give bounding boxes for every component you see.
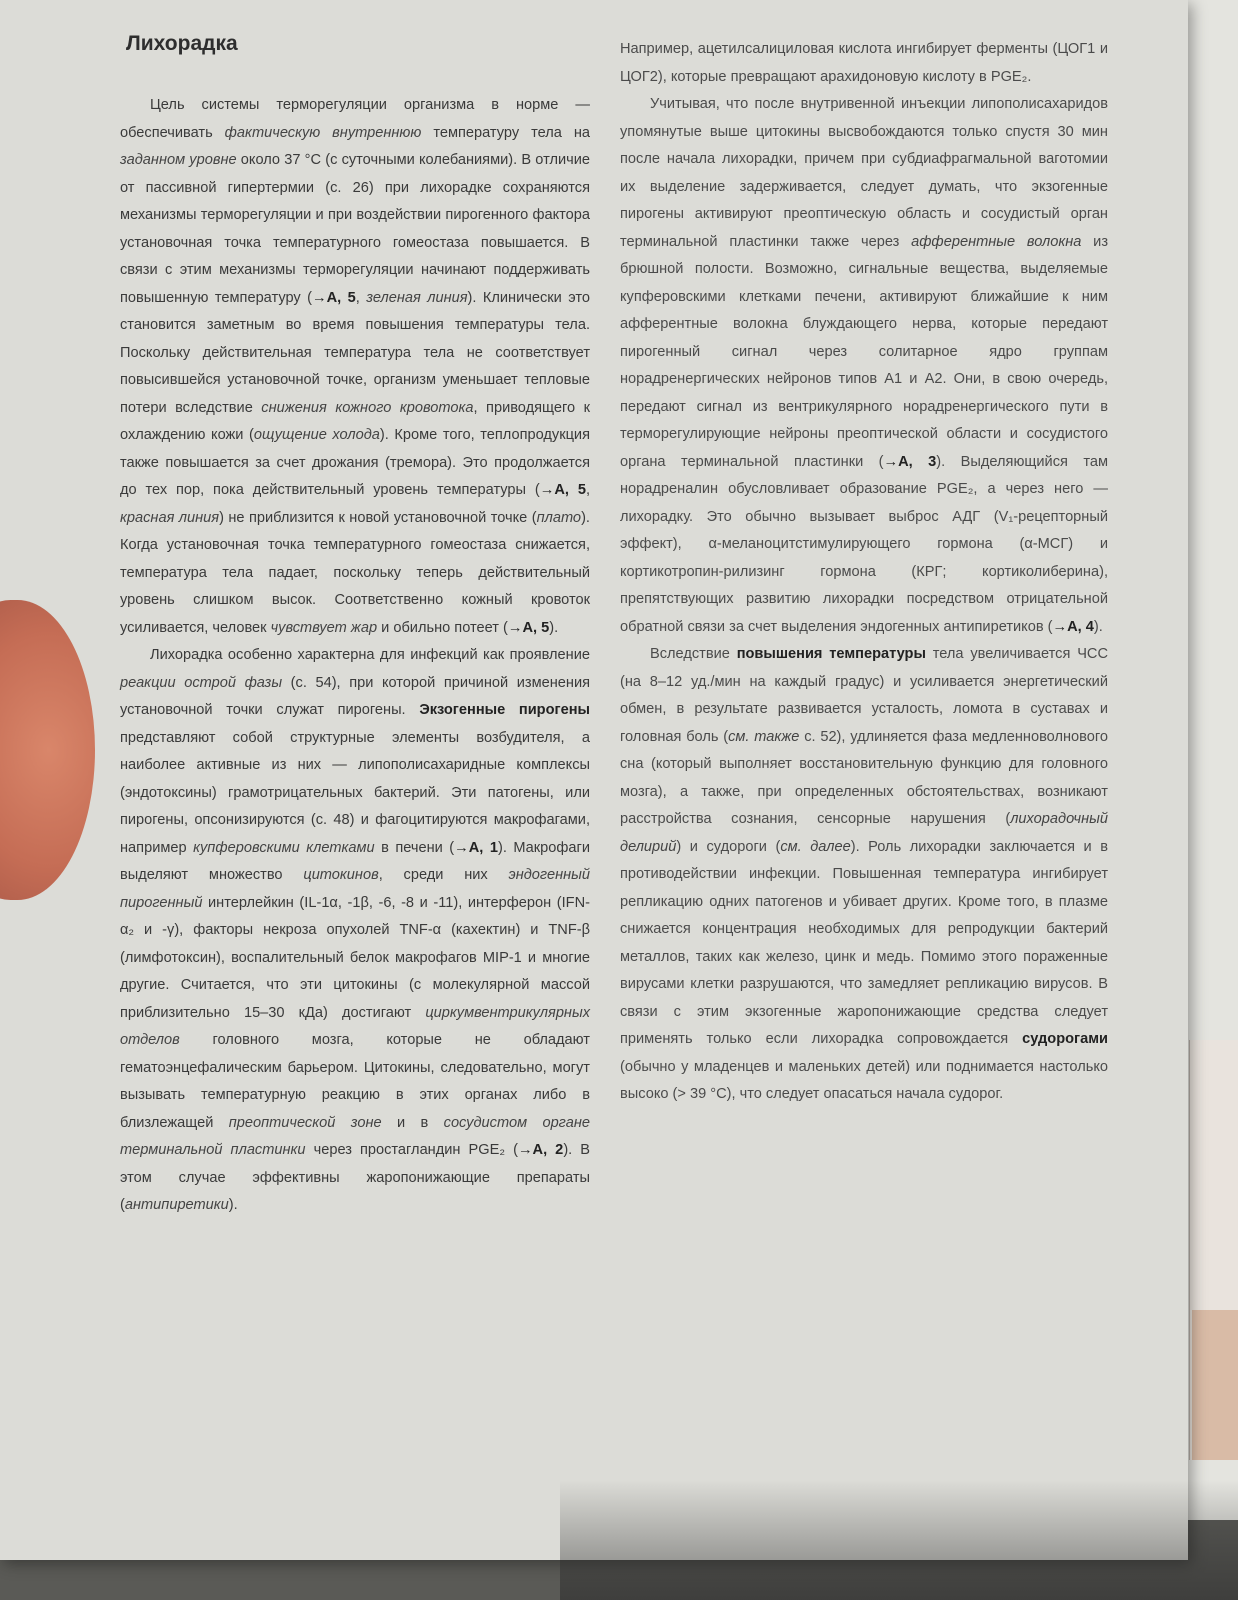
italic-text: циркумвентрикулярных отделов: [120, 1004, 590, 1048]
text-run: ). Когда установочная точка температурного гомеостаза снижается, температура тела падает, поскольку теперь действительный уровень слишком высок. Соответственно кожный кровоток усиливается, человек: [120, 509, 590, 636]
bold-text: Экзогенные пирогены: [419, 702, 590, 718]
italic-text: преоптической зоне: [228, 1114, 382, 1131]
left-column: [120, 92, 590, 1220]
italic-text: красная линия: [120, 509, 220, 526]
italic-text: реакции острой фазы: [120, 674, 283, 691]
text-run: ) не приблизится к новой установочной точке (: [219, 509, 537, 526]
italic-text: плато: [536, 509, 582, 526]
adjacent-figure-tint: [1192, 1310, 1238, 1460]
text-run: (обычно у младенцев и маленьких детей) или поднимается настолько высоко (> 39 °C), что следует опасаться начала судорог.: [620, 1058, 1108, 1102]
page-shadow: [560, 1480, 1238, 1600]
italic-text: эндогенный пирогенный: [120, 867, 590, 911]
italic-text: ощущение холода: [253, 427, 380, 443]
paragraph: [620, 91, 1108, 641]
text-run: ).: [549, 619, 559, 636]
text-run: Лихорадка особенно характерна для инфекций как проявление: [150, 647, 590, 663]
bold-text: →A, 3: [883, 453, 937, 470]
text-run: ,: [585, 482, 590, 498]
text-run: Учитывая, что после внутривенной инъекции липополисахаридов упомянутые выше цитокины высвобождаются только спустя 30 мин после начала лихорадки, причем при субдиафрагмальной ваготомии их выделение задерживается, следует думать, что экзогенные пирогены активируют преоптическую область и сосудистый орган терминальной пластинки также через: [620, 96, 1108, 250]
paragraph: [120, 642, 590, 1220]
text-run: около 37 °C (с суточными колебаниями). В отличие от пассивной гипертермии (с. 26) при лихорадке сохраняются механизмы терморегуляции и при воздействии пирогенного фактора установочная точка температурного гомеостаза повышается. В связи с этим механизмы терморегуляции начинают поддерживать повышенную температуру (: [120, 152, 590, 306]
text-run: ). Выделяющийся там норадреналин обусловливает образование PGE₂, а через него — лихорадку. Это обычно вызывает выброс АДГ (V₁-рецепторный эффект), α-меланоцитстимулирующего гормона (α-МСГ) и кортикотропин-рилизинг гормона (КРГ; кортиколиберина), препятствующих развитию лихорадки посредством отрицательной обратной связи за счет выделения эндогенных антипиретиков (: [620, 453, 1109, 635]
paragraph: [620, 641, 1108, 1109]
text-run: с. 52), удлиняется фаза медленноволнового сна (который выполняет восстановительную функцию для головного мозга), а также, при определенных обстоятельствах, возникают расстройства сознания, сенсорные нарушения (: [620, 728, 1108, 827]
paragraph: [120, 92, 590, 642]
italic-text: афферентные волокна: [911, 233, 1082, 250]
italic-text: зеленая линия: [366, 289, 468, 306]
text-run: и в: [381, 1114, 444, 1131]
italic-text: цитокинов: [303, 867, 379, 883]
bold-text: судорогами: [1022, 1031, 1108, 1047]
bold-text: →A, 4: [1052, 618, 1094, 635]
text-run: Вследствие: [650, 646, 737, 662]
text-run: ) и судороги (: [676, 838, 781, 855]
italic-text: лихорадочный делирий: [620, 811, 1108, 855]
adjacent-figure-edge: [1189, 1040, 1238, 1460]
text-run: Цель системы терморегуляции организма в норме — обеспечивать: [120, 97, 590, 141]
text-run: представляют собой структурные элементы возбудителя, а наиболее активные из них — липополисахаридные комплексы (эндотоксины) грамотрицательных бактерий. Эти патогены, или пирогены, опсонизируются (с. 48) и фагоцитируются макрофагами, например: [120, 729, 590, 856]
text-run: через простагландин PGE₂ (: [305, 1142, 518, 1158]
text-run: ). Кроме того, теплопродукция также повышается за счет дрожания (тремора). Это продолжается до тех пор, пока действительный уровень температуры (: [120, 427, 590, 498]
text-run: тела увеличивается ЧСС (на 8–12 уд./мин на каждый градус) и усиливается энергетический обмен, в результате развивается усталость, ломота в суставах и головная боль (: [620, 646, 1108, 745]
text-run: из брюшной полости. Возможно, сигнальные вещества, выделяемые купферовскими клетками печени, активируют ближайшие к ним афферентные волокна блуждающего нерва, которые передают пирогенный сигнал через солитарное ядро группам норадренергических нейронов типов A1 и A2. Они, в свою очередь, передают сигнал из вентрикулярного норадренергического пути в терморегулирующие нейроны преоптической области и сосудистого органа терминальной пластинки (: [620, 233, 1109, 470]
text-run: ).: [1093, 618, 1103, 635]
text-run: (с. 54), при которой причиной изменения установочной точки служат пирогены.: [120, 674, 591, 718]
text-run: ).: [228, 1197, 238, 1213]
italic-text: сосудистом органе терминальной пластинки: [120, 1114, 590, 1158]
italic-text: антипиретики: [124, 1197, 229, 1213]
text-run: Например, ацетилсалициловая кислота ингибирует ферменты (ЦОГ1 и ЦОГ2), которые превращают арахидоновую кислоту в PGE₂.: [620, 41, 1108, 85]
italic-text: см. также: [728, 728, 800, 745]
text-run: ). Роль лихорадки заключается и в противодействии инфекции. Повышенная температура ингибирует репликацию одних патогенов и убивает других. Кроме того, в плазме снижается концентрация необходимых для репродукции бактерий металлов, таких как железо, цинк и медь. Помимо этого пораженные вирусами клетки разрушаются, что замедляет репликацию вирусов. В связи с этим экзогенные жаропонижающие средства следует применять только если лихорадка сопровождается: [620, 838, 1108, 1047]
text-run: и обильно потеет (: [377, 619, 508, 636]
italic-text: заданном уровне: [120, 152, 237, 168]
bold-text: →A, 1: [454, 839, 498, 856]
bold-text: повышения температуры: [736, 646, 926, 662]
text-run: ,: [355, 289, 367, 306]
bold-text: →A, 5: [312, 289, 356, 306]
italic-text: снижения кожного кровотока: [261, 399, 474, 416]
italic-text: купферовскими клетками: [193, 839, 375, 856]
text-run: ). Клинически это становится заметным во время повышения температуры тела. Поскольку действительная температура тела не соответствует повысившейся установочной точке, организм уменьшает тепловые потери вследствие: [120, 289, 591, 416]
text-run: ). Макрофаги выделяют множество: [120, 839, 591, 883]
italic-text: см. далее: [780, 838, 851, 855]
bold-text: →A, 2: [517, 1142, 564, 1158]
bold-text: →A, 5: [539, 482, 586, 498]
text-run: температуру тела на: [421, 124, 590, 141]
paragraph: [620, 36, 1108, 91]
italic-text: чувствует жар: [270, 619, 378, 636]
text-run: , приводящего к охлаждению кожи (: [120, 399, 590, 443]
text-run: , среди них: [378, 867, 509, 883]
text-run: головного мозга, которые не обладают гематоэнцефалическим барьером. Цитокины, следовательно, могут вызывать температурную реакцию в этих органах либо в близлежащей: [120, 1032, 590, 1131]
text-run: в печени (: [374, 839, 455, 856]
italic-text: фактическую внутреннюю: [224, 124, 422, 141]
right-column: [620, 36, 1108, 1109]
bold-text: →A, 5: [507, 619, 550, 636]
text-run: ). В этом случае эффективны жаропонижающие препараты (: [120, 1142, 591, 1213]
page-heading: Лихорадка: [126, 32, 238, 55]
text-run: интерлейкин (IL-1α, -1β, -6, -8 и -11), интерферон (IFN-α₂ и -γ), факторы некроза опухолей TNF-α (кахектин) и TNF-β (лимфотоксин), воспалительный белок макрофагов MIP-1 и многие другие. Считается, что эти цитокины (с молекулярной массой приблизительно 15–30 кДа) достигают: [120, 894, 590, 1021]
